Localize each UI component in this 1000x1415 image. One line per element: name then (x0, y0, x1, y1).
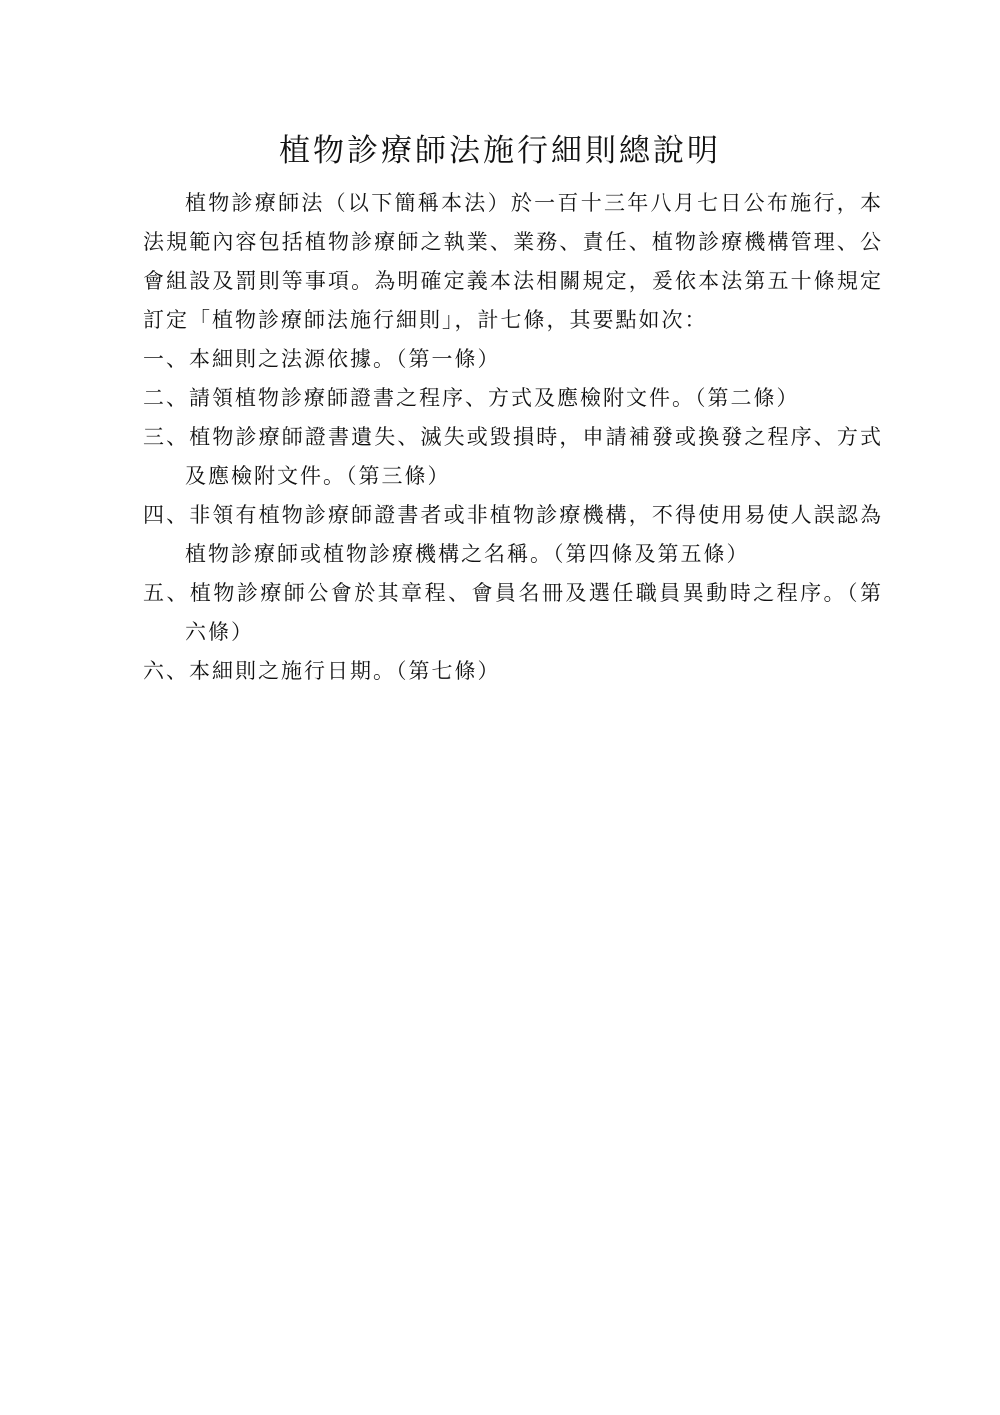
key-point-4: 四、非領有植物診療師證書者或非植物診療機構，不得使用易使人誤認為植物診療師或植物診療機構之名稱。（第四條及第五條） (143, 503, 883, 566)
document-title: 植物診療師法施行細則總說明 (279, 133, 721, 169)
key-point-3: 三、植物診療師證書遺失、滅失或毀損時，申請補發或換發之程序、方式及應檢附文件。（第三條） (143, 425, 883, 488)
key-points-list (143, 340, 883, 691)
document-body (143, 184, 883, 691)
key-point-5: 五、植物診療師公會於其章程、會員名冊及選任職員異動時之程序。（第六條） (143, 581, 883, 644)
key-point-6: 六、本細則之施行日期。（第七條） (143, 659, 501, 683)
intro-paragraph: 植物診療師法（以下簡稱本法）於一百十三年八月七日公布施行，本法規範內容包括植物診療師之執業、業務、責任、植物診療機構管理、公會組設及罰則等事項。為明確定義本法相關規定，爰依本法第五十條規定訂定「植物診療師法施行細則」，計七條，其要點如次： (143, 191, 883, 332)
key-point-1: 一、本細則之法源依據。（第一條） (143, 347, 501, 371)
key-point-2: 二、請領植物診療師證書之程序、方式及應檢附文件。（第二條） (143, 386, 800, 410)
